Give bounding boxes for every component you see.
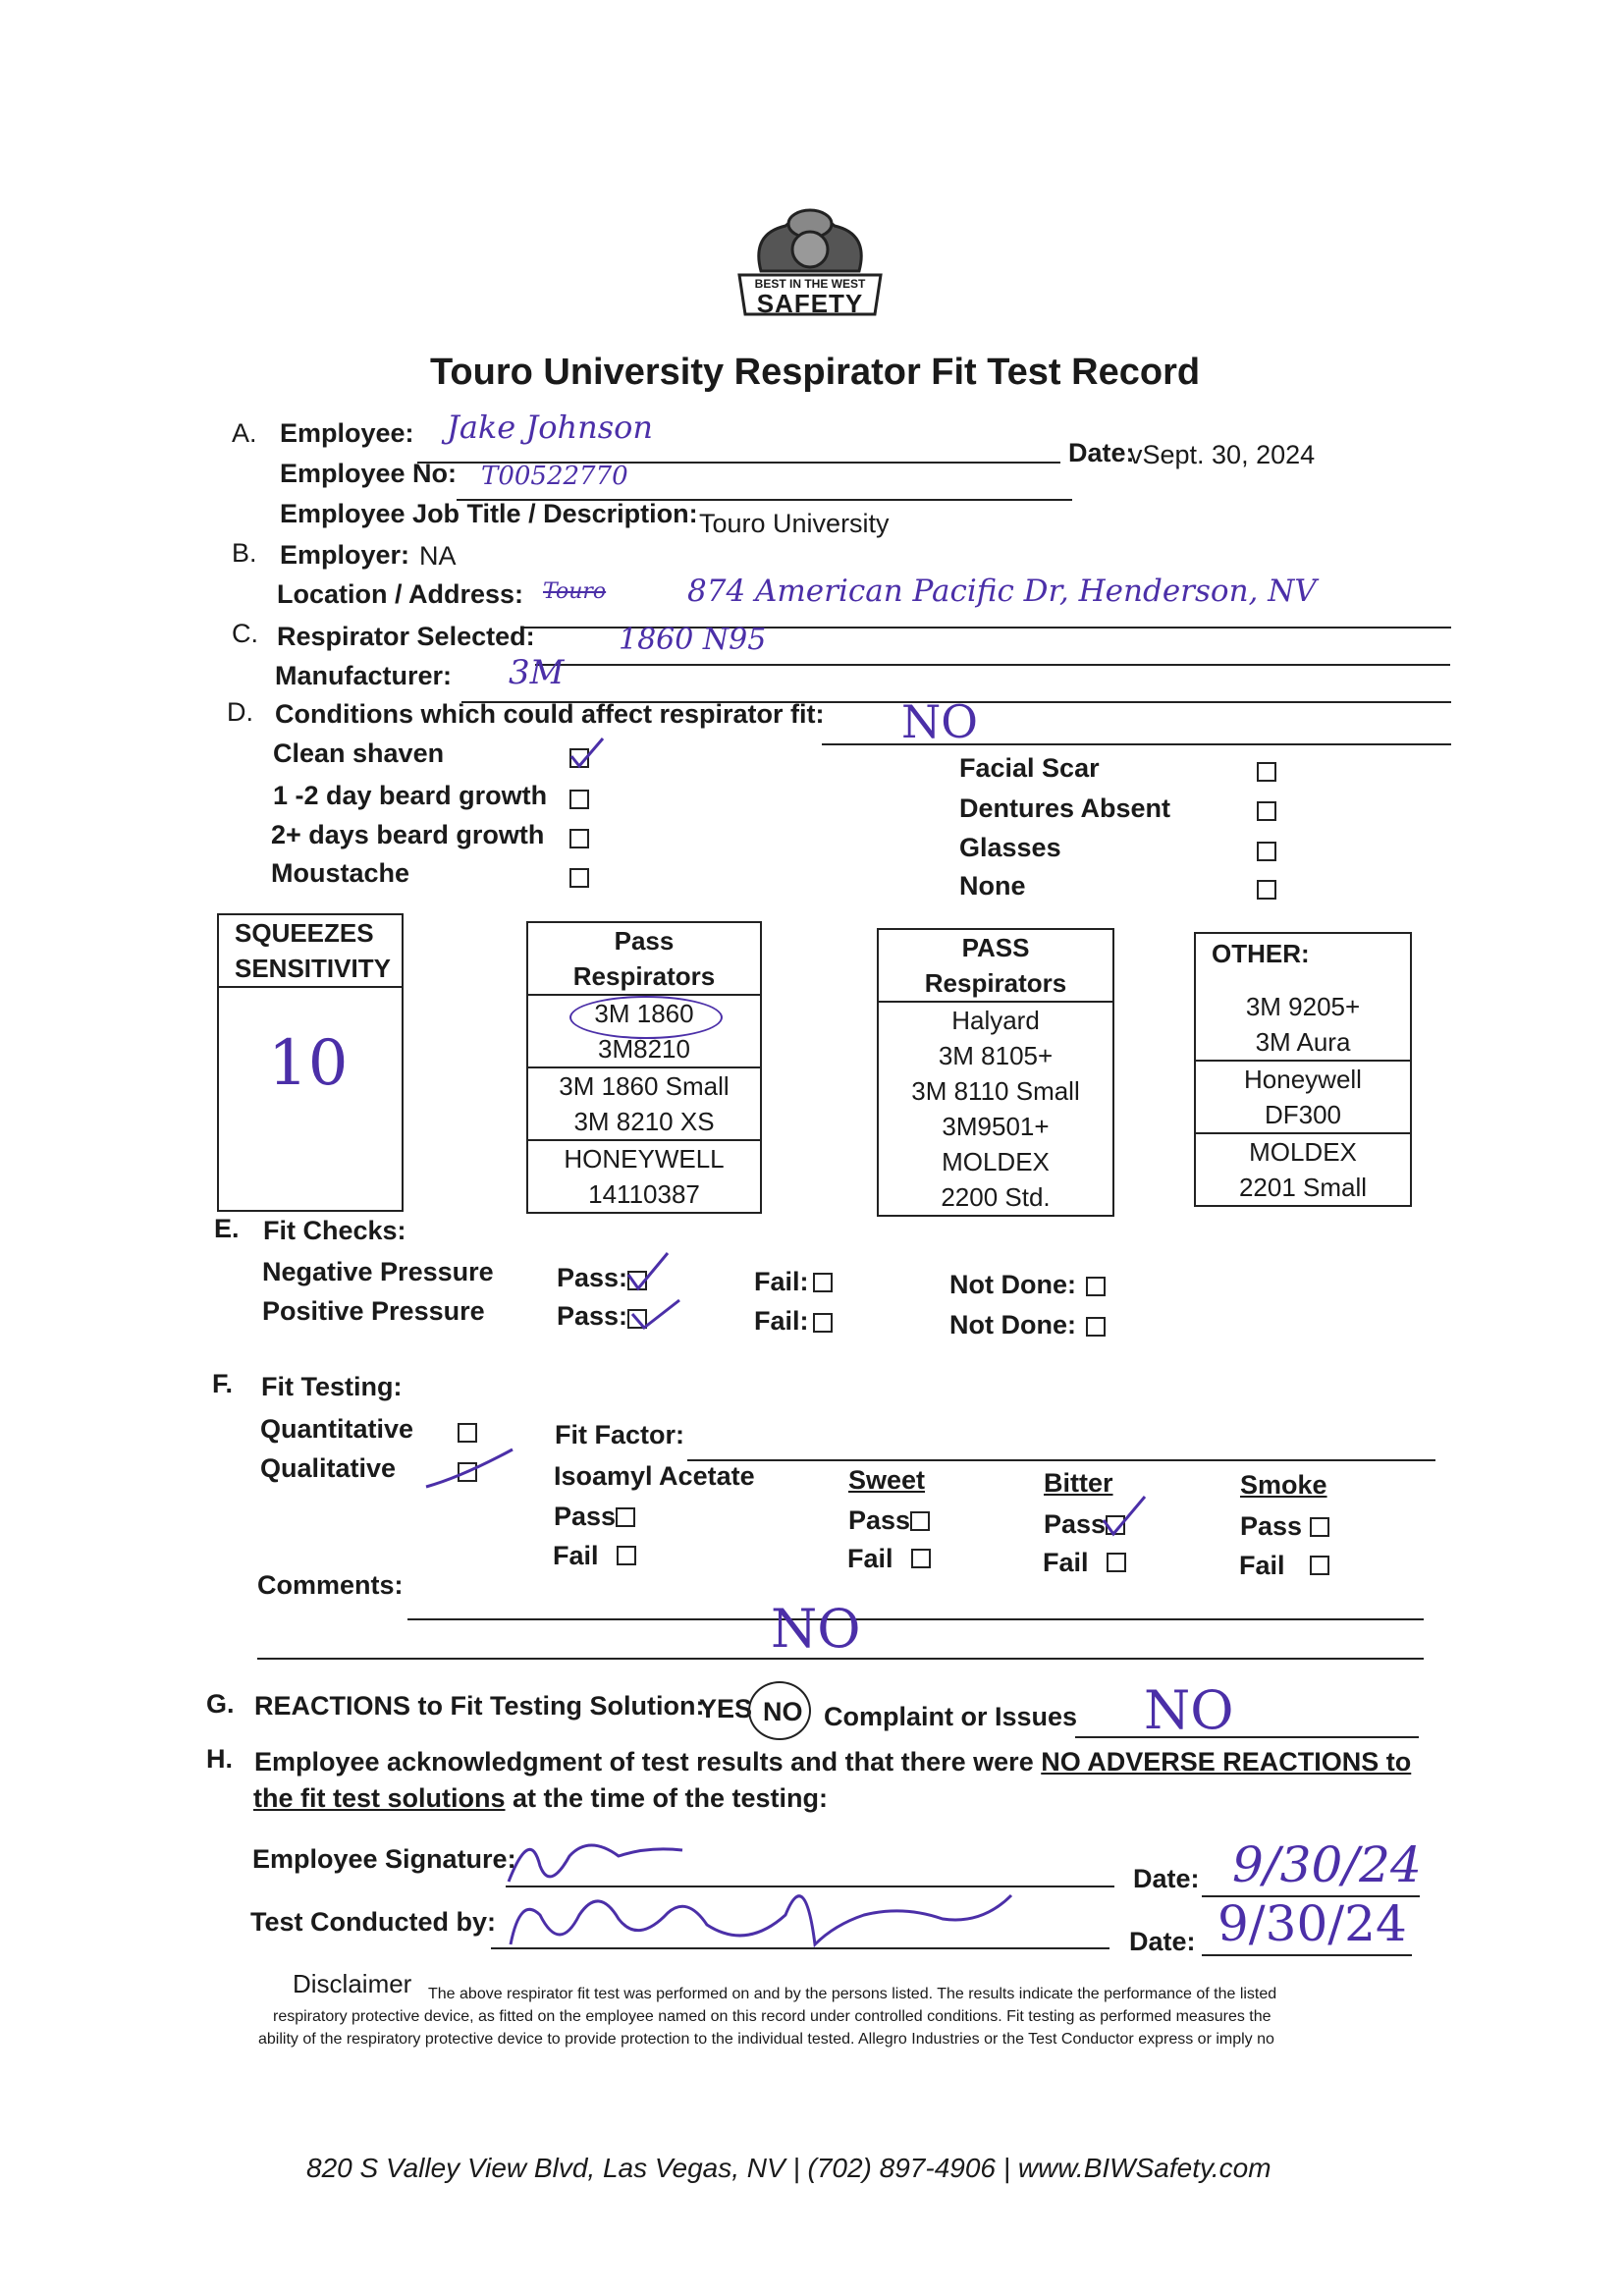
other-item-2201-small: 2201 Small: [1238, 1173, 1368, 1202]
pass2-item-3m-8105: 3M 8105+: [938, 1041, 1054, 1070]
qualitative-label: Qualitative: [260, 1453, 397, 1483]
disclaimer-line-3: ability of the respiratory protective device to provide protection to the individual tested. Allegro Industries or the Test Conductor express or imply no: [258, 2031, 1274, 2048]
date2-value: 9/30/24: [1217, 1895, 1407, 1952]
section-h-letter: H.: [206, 1744, 233, 1774]
isoamyl-fail-label: Fail: [553, 1541, 599, 1570]
manufacturer-label: Manufacturer:: [275, 661, 453, 690]
isoamyl-pass-label: Pass: [554, 1502, 617, 1531]
section-e-letter: E.: [214, 1214, 240, 1243]
ack-text-1: [254, 1747, 1411, 1777]
pos-fail-label: Fail:: [754, 1306, 809, 1336]
pass-item-honeywell: HONEYWELL: [564, 1144, 725, 1174]
pos-pass-label: Pass:: [557, 1301, 628, 1331]
pos-fail-checkbox[interactable]: [813, 1313, 833, 1333]
beard-1-2-checkbox[interactable]: [569, 790, 589, 809]
positive-pressure-label: Positive Pressure: [262, 1296, 485, 1326]
section-a-letter: A.: [232, 418, 257, 448]
comments-line-1: [407, 1618, 1424, 1620]
ack-text-1a: Employee acknowledgment of test results and that there were: [254, 1747, 1034, 1777]
employee-label: Employee:: [280, 418, 414, 448]
page-title: Touro University Respirator Fit Test Record: [430, 352, 1201, 393]
logo-line2: SAFETY: [756, 289, 864, 318]
dentures-checkbox[interactable]: [1257, 801, 1276, 821]
other-item-moldex: MOLDEX: [1249, 1137, 1357, 1167]
pass2-item-moldex: MOLDEX: [942, 1147, 1050, 1176]
disclaimer-line-2: respiratory protective device, as fitted on the employee named on this record under controlled conditions. Fit testing as performed measures the: [273, 2008, 1271, 2025]
pass2-title-1: PASS: [961, 933, 1030, 962]
respirator-label: Respirator Selected:: [277, 622, 535, 651]
pass2-title-2: Respirators: [924, 968, 1067, 998]
glasses-label: Glasses: [959, 833, 1061, 862]
dentures-label: Dentures Absent: [959, 793, 1171, 823]
date2-label: Date:: [1129, 1927, 1196, 1956]
disclaimer-title: Disclaimer: [293, 1969, 412, 1998]
pass-item-3m-1860-small: 3M 1860 Small: [559, 1071, 730, 1101]
pos-not-done-label: Not Done:: [949, 1310, 1076, 1339]
neg-fail-label: Fail:: [754, 1267, 809, 1296]
beard-2plus-label: 2+ days beard growth: [271, 820, 545, 849]
bitter-label: Bitter: [1044, 1468, 1113, 1498]
isoamyl-pass-checkbox[interactable]: [616, 1507, 635, 1527]
glasses-checkbox[interactable]: [1257, 842, 1276, 861]
complaint-label: Complaint or Issues: [824, 1702, 1078, 1731]
manufacturer-value: 3M: [509, 653, 565, 692]
respirator-value: 1860 N95: [619, 623, 767, 657]
pass-box-row-3: [528, 1139, 760, 1212]
section-f-letter: F.: [212, 1369, 234, 1398]
employee-value: Jake Johnson: [447, 409, 654, 446]
conditions-label: Conditions which could affect respirator fit:: [275, 699, 825, 729]
quantitative-label: Quantitative: [260, 1414, 414, 1444]
section-c-letter: C.: [232, 619, 258, 648]
date2-line: [1202, 1954, 1412, 1956]
squeezes-value: 10: [268, 1027, 349, 1100]
employee-no-value: T00522770: [481, 462, 628, 491]
other-box: [1194, 932, 1412, 1207]
neg-pass-label: Pass:: [557, 1263, 628, 1292]
disclaimer-line-1: The above respirator fit test was performed on and by the persons listed. The results indicate the performance of the listed: [428, 1986, 1277, 2002]
smoke-pass-label: Pass: [1240, 1511, 1303, 1541]
pass-item-3m-1860: 3M 1860: [594, 999, 694, 1028]
other-item-df300: DF300: [1264, 1100, 1342, 1129]
employer-label: Employer:: [280, 540, 410, 570]
company-logo: [731, 194, 889, 327]
other-item-3m-9205: 3M 9205+: [1245, 992, 1361, 1021]
logo-line1: BEST IN THE WEST: [754, 277, 866, 291]
pass-box-row-2: [528, 1066, 760, 1139]
sweet-fail-label: Fail: [847, 1544, 893, 1573]
pass-item-14110387: 14110387: [588, 1179, 700, 1209]
location-label: Location / Address:: [277, 579, 524, 609]
clean-shaven-label: Clean shaven: [273, 738, 445, 768]
smoke-pass-checkbox[interactable]: [1310, 1517, 1329, 1537]
smoke-fail-label: Fail: [1239, 1551, 1285, 1580]
comments-value: NO: [771, 1598, 861, 1660]
date1-label: Date:: [1133, 1864, 1200, 1893]
date-value: vSept. 30, 2024: [1129, 440, 1316, 469]
test-conducted-label: Test Conducted by:: [250, 1907, 497, 1937]
none-checkbox[interactable]: [1257, 880, 1276, 900]
moustache-label: Moustache: [271, 858, 410, 888]
date-label: Date:: [1068, 438, 1135, 467]
none-label: None: [959, 871, 1026, 901]
complaint-line: [1075, 1736, 1419, 1738]
smoke-fail-checkbox[interactable]: [1310, 1556, 1329, 1575]
facial-scar-checkbox[interactable]: [1257, 762, 1276, 782]
squeezes-title-1: SQUEEZES: [235, 918, 374, 948]
circle-mark-icon: [748, 1681, 811, 1740]
quantitative-checkbox[interactable]: [458, 1423, 477, 1443]
pass2-item-3m-8110-small: 3M 8110 Small: [911, 1076, 1080, 1106]
squeezes-box: [217, 913, 404, 1212]
bitter-fail-label: Fail: [1043, 1548, 1089, 1577]
neg-fail-checkbox[interactable]: [813, 1273, 833, 1292]
sweet-label: Sweet: [848, 1465, 926, 1495]
sweet-pass-checkbox[interactable]: [910, 1511, 930, 1531]
check-mark-icon: [568, 735, 607, 775]
sweet-fail-checkbox[interactable]: [911, 1549, 931, 1568]
job-title-label: Employee Job Title / Description:: [280, 499, 698, 528]
employee-signature-label: Employee Signature:: [252, 1844, 516, 1874]
isoamyl-fail-checkbox[interactable]: [617, 1546, 636, 1565]
conductor-signature: [491, 1856, 1021, 1969]
employer-value: NA: [419, 541, 457, 571]
ack-text-2b: at the time of the testing:: [513, 1783, 829, 1813]
pass2-item-3m9501: 3M9501+: [942, 1112, 1050, 1141]
date1-value: 9/30/24: [1232, 1836, 1422, 1893]
other-item-honeywell: Honeywell: [1244, 1065, 1362, 1094]
location-value: 874 American Pacific Dr, Henderson, NV: [687, 574, 1317, 609]
pass2-item-2200-std: 2200 Std.: [941, 1182, 1051, 1212]
check-mark-icon: [422, 1444, 516, 1498]
check-mark-icon: [628, 1294, 683, 1339]
negative-pressure-label: Negative Pressure: [262, 1257, 494, 1286]
other-title: OTHER:: [1212, 939, 1310, 968]
fit-checks-label: Fit Checks:: [263, 1216, 406, 1245]
isoamyl-label: Isoamyl Acetate: [554, 1461, 755, 1491]
circle-mark-icon: [569, 996, 723, 1039]
neg-not-done-checkbox[interactable]: [1086, 1277, 1106, 1296]
complaint-value: NO: [1144, 1679, 1234, 1741]
pass-box-title-2: Respirators: [572, 961, 716, 991]
job-title-value: Touro University: [699, 509, 890, 538]
pass2-item-halyard: Halyard: [951, 1006, 1040, 1035]
reactions-no: NO: [763, 1697, 803, 1726]
pass2-row: [879, 1001, 1112, 1215]
moustache-checkbox[interactable]: [569, 868, 589, 888]
reactions-label: REACTIONS to Fit Testing Solution:: [254, 1691, 705, 1721]
bitter-fail-checkbox[interactable]: [1107, 1553, 1126, 1572]
smoke-label: Smoke: [1240, 1470, 1327, 1500]
pos-not-done-checkbox[interactable]: [1086, 1317, 1106, 1337]
respirator-line: [535, 664, 1450, 666]
comments-label: Comments:: [257, 1570, 404, 1600]
footer-contact: 820 S Valley View Blvd, Las Vegas, NV | (702) 897-4906 | www.BIWSafety.com: [306, 2153, 1271, 2183]
fit-factor-line: [687, 1459, 1435, 1461]
squeezes-title-2: SENSITIVITY: [235, 954, 391, 983]
other-row-2: [1196, 1060, 1410, 1132]
location-strike: Touro: [543, 579, 607, 604]
ack-text-2a: the fit test solutions: [253, 1783, 506, 1813]
ack-text-2: [253, 1783, 828, 1814]
section-b-letter: B.: [232, 538, 257, 568]
pass-item-3m-8210-xs: 3M 8210 XS: [573, 1107, 715, 1136]
other-item-3m-aura: 3M Aura: [1255, 1027, 1351, 1057]
beard-2plus-checkbox[interactable]: [569, 829, 589, 848]
fit-factor-label: Fit Factor:: [555, 1420, 684, 1449]
sweet-pass-label: Pass: [848, 1505, 911, 1535]
conditions-value: NO: [901, 695, 978, 748]
section-g-letter: G.: [206, 1689, 235, 1719]
facial-scar-label: Facial Scar: [959, 753, 1100, 783]
beard-1-2-label: 1 -2 day beard growth: [273, 781, 548, 810]
ack-text-1b: NO ADVERSE REACTIONS to: [1041, 1747, 1412, 1777]
check-mark-icon: [624, 1249, 674, 1297]
section-d-letter: D.: [227, 697, 253, 727]
fit-testing-label: Fit Testing:: [261, 1372, 403, 1401]
check-mark-icon: [1100, 1493, 1149, 1543]
pass-box-title-1: Pass: [614, 926, 675, 956]
employee-no-label: Employee No:: [280, 459, 458, 488]
other-row-3: [1196, 1132, 1410, 1205]
bitter-pass-label: Pass: [1044, 1509, 1107, 1539]
reactions-yes: YES: [699, 1694, 753, 1723]
neg-not-done-label: Not Done:: [949, 1270, 1076, 1299]
pass-respirators-box-2: [877, 928, 1114, 1217]
pass-respirators-box: [526, 921, 762, 1214]
pass-item-3m8210: 3M8210: [598, 1034, 690, 1064]
pass-box-row-1: [528, 994, 760, 1066]
